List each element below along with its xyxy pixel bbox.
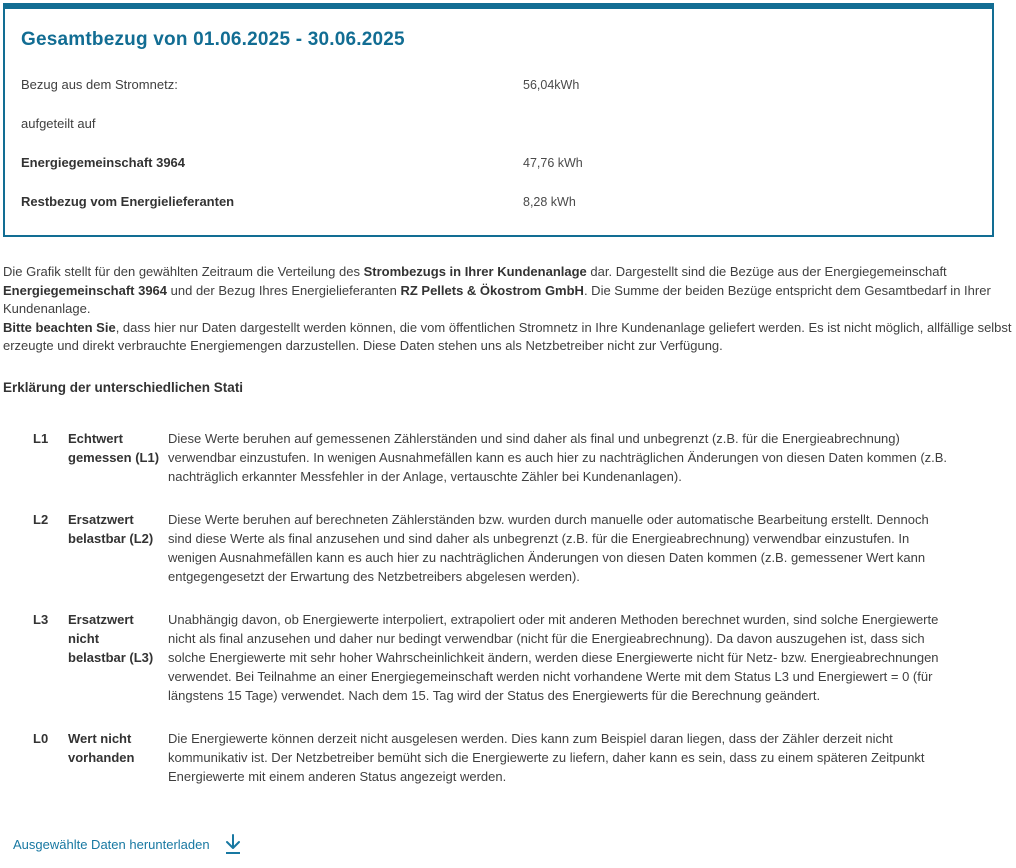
summary-row-value: 8,28 kWh bbox=[523, 195, 576, 209]
status-description: Diese Werte beruhen auf gemessenen Zählerständen und sind daher als final und unbegrenzt (z.B. für die Energieabrechnung) verwendbar einzustufen. In wenigen Ausnahmefällen kann es auch hier zu nachträglichen Änderungen von diesen Daten kommen (z.B. nachträglich erkannter Messfehler in der Anlage, vertauschte Zähler bei Kundenanlagen). bbox=[168, 430, 948, 484]
status-description: Diese Werte beruhen auf berechneten Zählerständen bzw. wurden durch manuelle oder automatische Bearbeitung erstellt. Dennoch sind diese Werte als final anzusehen und sind daher als unbegrenzt (z.B. für die Energieabrechnung) verwendbar einzustufen. In wenigen Ausnahmefällen kann es auch hier zu nachträglichen Änderungen von diesen Daten kommen (z.B. gemessener Wert kann entgegengesetzt der Erwartung des Netzbetreibers abgelesen werden). bbox=[168, 511, 929, 584]
description-paragraph-2: Bitte beachten Sie, dass hier nur Daten dargestellt werden können, die vom öffentlichen Stromnetz in Ihre Kundenanlage geliefert werden. Es ist nicht möglich, allfällige selbst erzeugte und direkt verbrauchte Energiemengen darzustellen. Diese Daten stehen uns als Netzbetreiber nicht zur Verfügung. bbox=[3, 319, 1012, 353]
status-term: Ersatzwert nicht belastbar (L3) bbox=[68, 611, 154, 665]
summary-row-label: aufgeteilt auf bbox=[21, 116, 96, 131]
status-term: Echtwert gemessen (L1) bbox=[68, 430, 160, 465]
summary-row-label: Energiegemeinschaft 3964 bbox=[21, 155, 186, 170]
status-code: L2 bbox=[33, 511, 49, 527]
consumption-summary-box bbox=[3, 3, 994, 237]
description-paragraph-1: Die Grafik stellt für den gewählten Zeitraum die Verteilung des Strombezugs in Ihrer Kundenanlage dar. Dargestellt sind die Bezüge aus der Energiegemeinschaft Energiegemeinschaft 3964 und der Bezug Ihres Energielieferanten RZ Pellets & Ökostrom GmbH. Die Summe der beiden Bezüge entspricht dem Gesamtbedarf in Ihrer Kundenanlage. bbox=[3, 264, 991, 316]
status-code: L1 bbox=[33, 430, 49, 446]
summary-row-value: 56,04kWh bbox=[523, 78, 580, 92]
summary-row-label: Restbezug vom Energielieferanten bbox=[21, 194, 235, 209]
summary-title: Gesamtbezug von 01.06.2025 - 30.06.2025 bbox=[21, 29, 405, 50]
download-link-label: Ausgewählte Daten herunterladen bbox=[13, 837, 210, 852]
status-term: Ersatzwert belastbar (L2) bbox=[68, 511, 154, 546]
status-term: Wert nicht vorhanden bbox=[68, 730, 135, 765]
download-data-link[interactable] bbox=[13, 832, 244, 858]
summary-row-grid-consumption bbox=[21, 77, 976, 92]
stati-table bbox=[33, 429, 951, 786]
status-code: L0 bbox=[33, 730, 49, 746]
stati-heading: Erklärung der unterschiedlichen Stati bbox=[3, 379, 244, 395]
summary-row-label: Bezug aus dem Stromnetz: bbox=[21, 77, 178, 92]
stati-row-l2 bbox=[33, 510, 951, 586]
status-description: Unabhängig davon, ob Energiewerte interpoliert, extrapoliert oder mit anderen Methoden berechnet wurden, sind solche Energiewerte nicht als final anzusehen und daher nur bedingt verwendbar (nicht für die Energieabrechnung). Da davon auszugehen ist, dass sich solche Energiewerte mit sehr hoher Wahrscheinlichkeit ändern, werden diese Energiewerte nicht für Netz- bzw. Energieabrechnungen verwendet. Bei Teilnahme an einer Energiegemeinschaft werden nicht vorhandene Werte mit dem Status L3 und Energiewert = 0 (für längstens 15 Tage) verwendet. Nach dem 15. Tag wird der Status des Energiewerts für die Berechnung geändert. bbox=[168, 611, 939, 703]
stati-row-l1 bbox=[33, 429, 951, 486]
summary-row-split-caption bbox=[21, 116, 976, 131]
summary-row-value: 47,76 kWh bbox=[523, 156, 583, 170]
status-description: Die Energiewerte können derzeit nicht ausgelesen werden. Dies kann zum Beispiel daran liegen, dass der Zähler derzeit nicht kommunikativ ist. Der Netzbetreiber bemüht sich die Energiewerte zu liefern, daher kann es sein, dass zu einem späteren Zeitpunkt Energiewerte mit einem anderen Status angezeigt werden. bbox=[168, 730, 925, 784]
download-arrow-icon bbox=[222, 832, 244, 858]
stati-row-l0 bbox=[33, 729, 951, 786]
description-text bbox=[3, 263, 1013, 356]
stati-row-l3 bbox=[33, 610, 951, 705]
summary-row-energy-community bbox=[21, 155, 976, 170]
summary-row-residual-supplier bbox=[21, 194, 976, 209]
status-code: L3 bbox=[33, 611, 49, 627]
